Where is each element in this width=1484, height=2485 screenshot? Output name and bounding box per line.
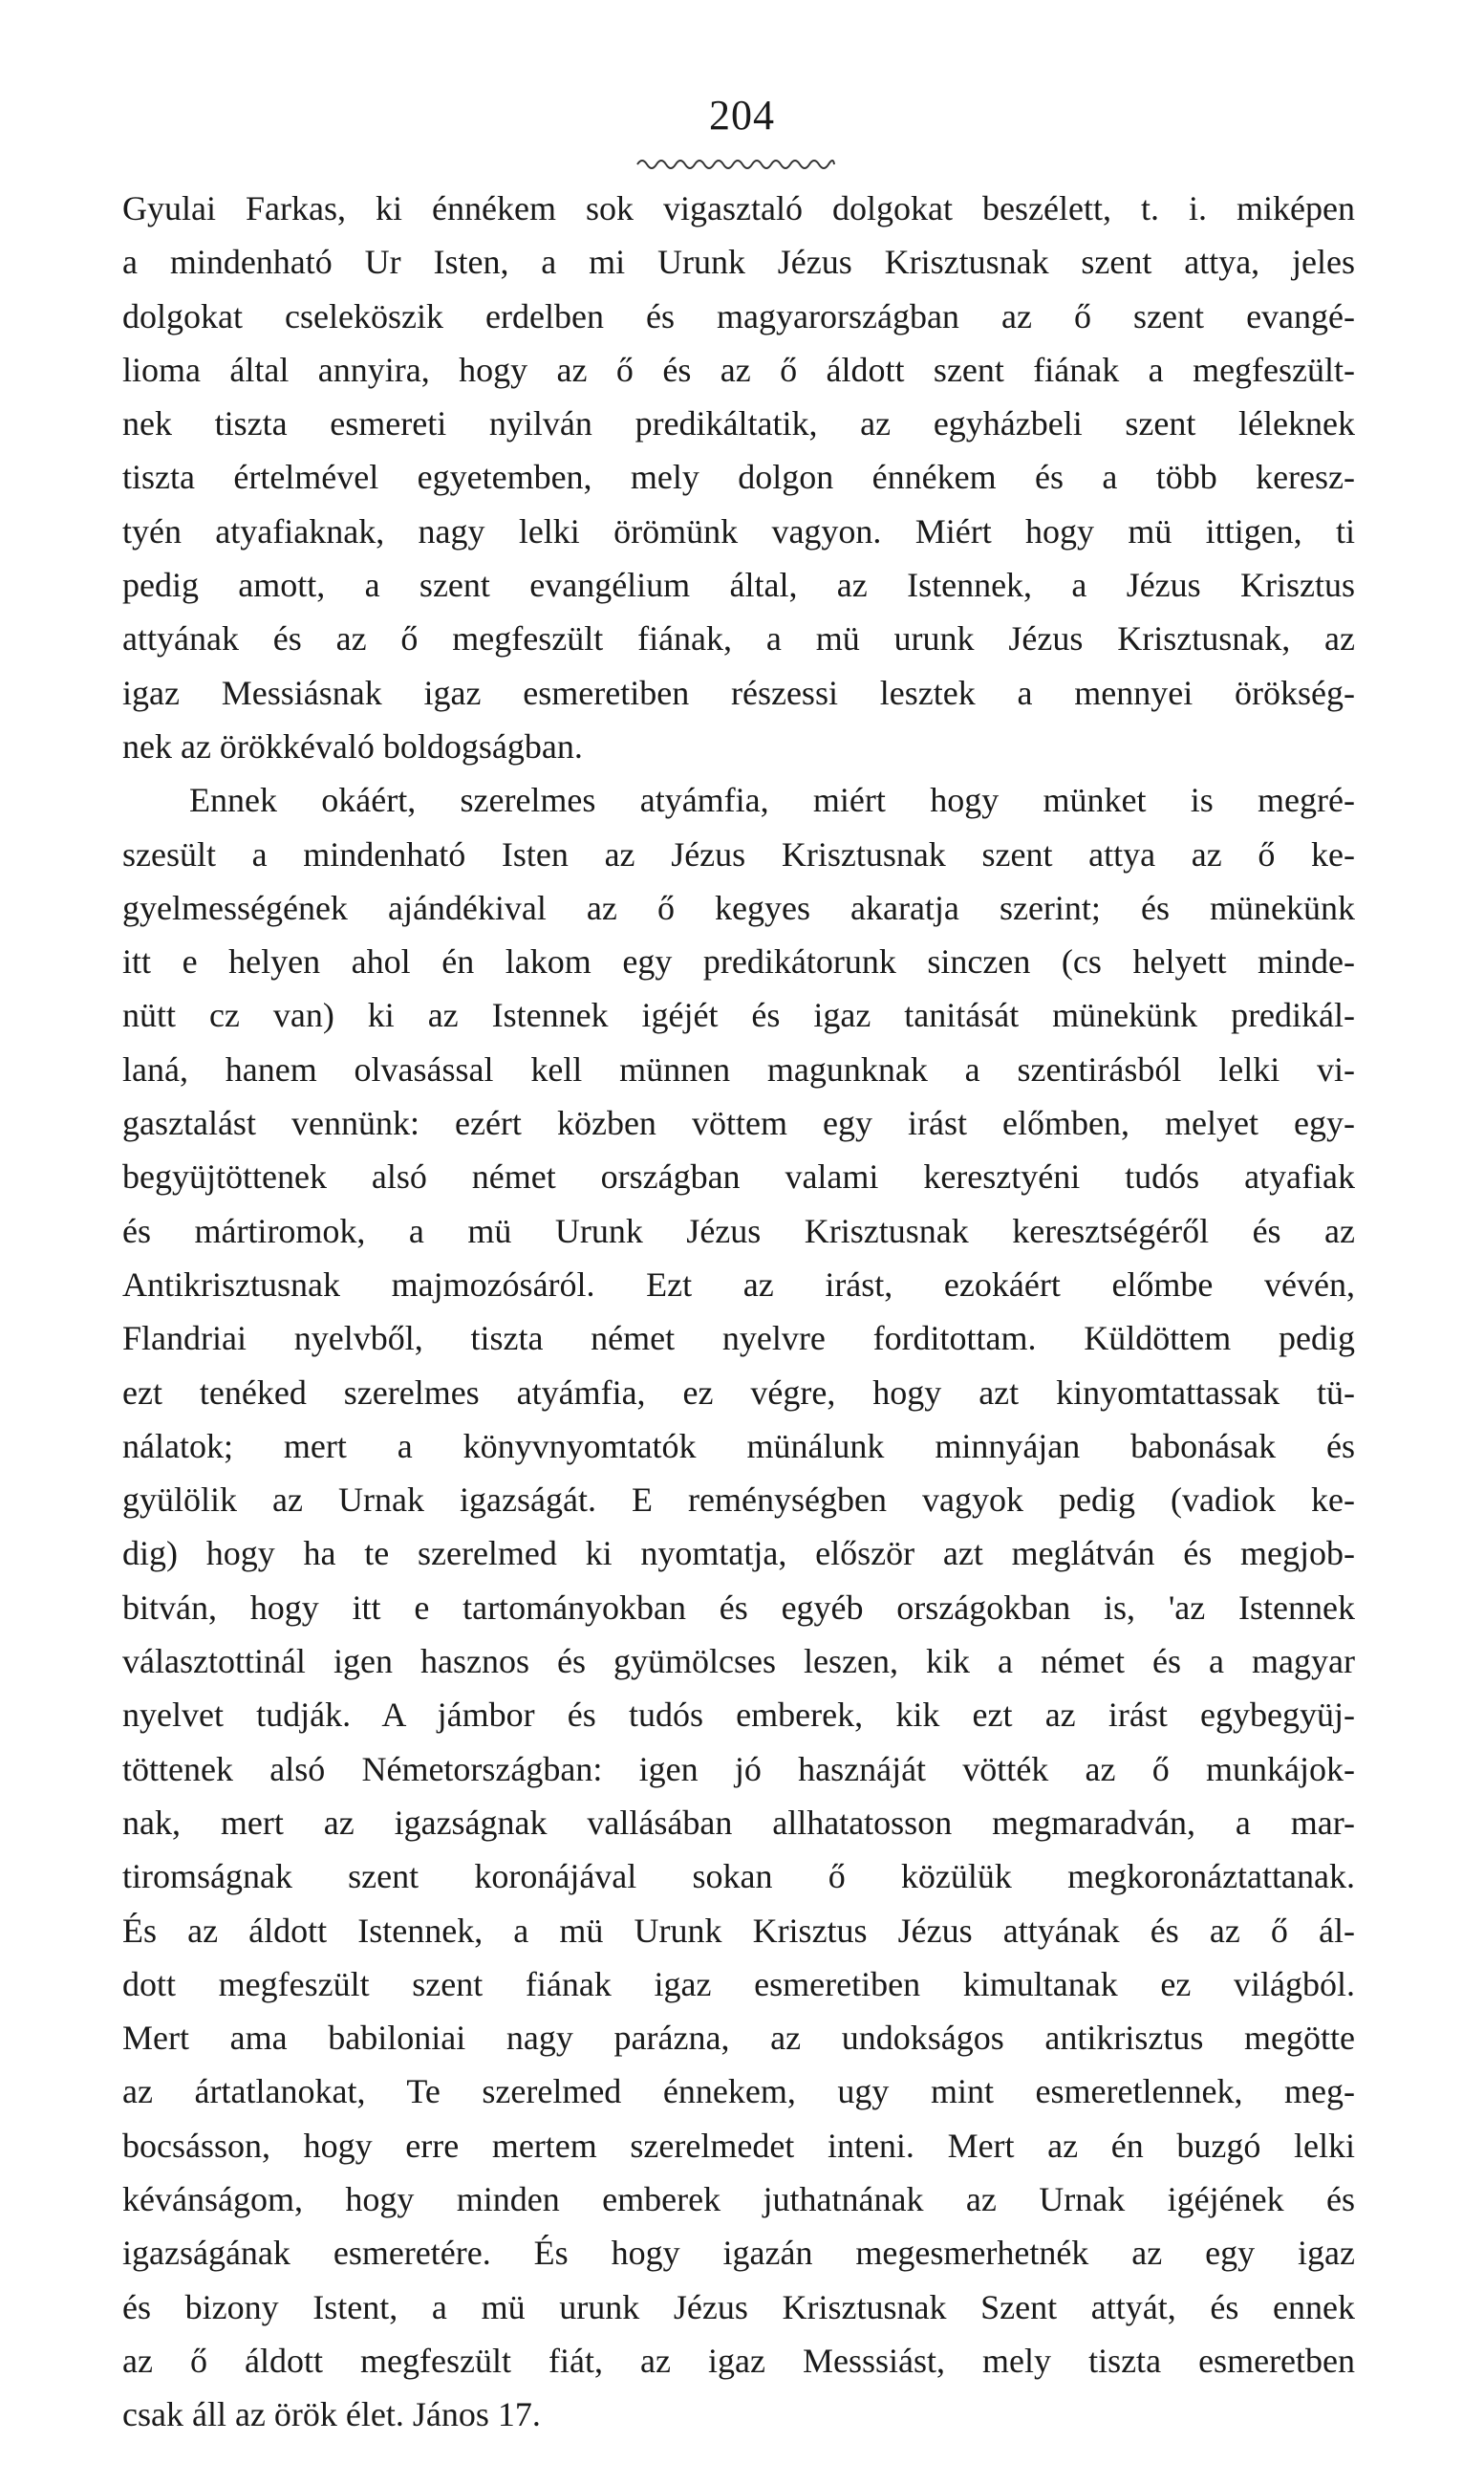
text-line: az ő áldott megfeszült fiát, az igaz Messsiást, mely tiszta esmeretben: [122, 2341, 1355, 2380]
text-line: Flandriai nyelvből, tiszta német nyelvre forditottam. Küldöttem pedig: [122, 1319, 1355, 1358]
page-number: 204: [709, 92, 775, 139]
body-text: [122, 182, 1355, 2441]
text-line: nyelvet tudják. A jámbor és tudós emberek, kik ezt az irást egybegyüj-: [122, 1696, 1355, 1735]
text-line: bitván, hogy itt e tartományokban és egyéb országokban is, 'az Istennek: [122, 1588, 1355, 1627]
text-line: az ártatlanokat, Te szerelmed énnekem, ugy mint esmeretlennek, meg-: [122, 2072, 1355, 2111]
text-line: igaz Messiásnak igaz esmeretiben részessi lesztek a mennyei örökség-: [122, 673, 1355, 712]
text-line: itt e helyen ahol én lakom egy predikátorunk sinczen (cs helyett minde-: [122, 942, 1355, 982]
text-line: választottinál igen hasznos és gyümölcses leszen, kik a német és a magyar: [122, 1642, 1355, 1681]
text-line: attyának és az ő megfeszült fiának, a mü urunk Jézus Krisztusnak, az: [122, 619, 1355, 659]
text-line: dig) hogy ha te szerelmed ki nyomtatja, először azt meglátván és megjob-: [122, 1534, 1355, 1573]
text-line: begyüjtöttenek alsó német országban valami keresztyéni tudós atyafiak: [122, 1157, 1355, 1197]
text-line: Mert ama babiloniai nagy parázna, az undokságos antikrisztus megötte: [122, 2019, 1355, 2058]
text-line: Gyulai Farkas, ki énnékem sok vigasztaló dolgokat beszélett, t. i. miképen: [122, 189, 1355, 227]
text-line: nálatok; mert a könyvnyomtatók münálunk minnyájan babonásak és: [122, 1426, 1355, 1465]
text-line: tyén atyafiaknak, nagy lelki örömünk vagyon. Miért hogy mü ittigen, ti: [122, 511, 1355, 551]
text-line: Antikrisztusnak majmozósáról. Ezt az irást, ezokáért előmbe vévén,: [122, 1264, 1355, 1304]
text-line: lioma által annyira, hogy az ő és az ő áldott szent fiának a megfeszült-: [122, 350, 1355, 389]
text-line: Ennek okáért, szerelmes atyámfia, miért hogy münket is megré-: [189, 781, 1355, 820]
text-line: és bizony Istent, a mü urunk Jézus Krisztusnak Szent attyát, és ennek: [122, 2287, 1355, 2326]
paragraph-2: [122, 773, 1355, 2441]
text-line: kévánságom, hogy minden emberek juthatnának az Urnak igéjének és: [122, 2179, 1355, 2218]
text-line: és mártiromok, a mü Urunk Jézus Krisztusnak keresztségéről és az: [122, 1211, 1355, 1250]
text-line: nütt cz van) ki az Istennek igéjét és igaz tanitását münekünk predikál-: [122, 996, 1355, 1035]
text-line: laná, hanem olvasással kell münnen magunknak a szentirásból lelki vi-: [122, 1049, 1355, 1089]
text-line: gyülölik az Urnak igazságát. E reménységben vagyok pedig (vadiok ke-: [122, 1480, 1355, 1520]
text-line: nek tiszta esmereti nyilván predikáltatik, az egyházbeli szent léleknek: [122, 404, 1355, 443]
text-line: ezt tenéked szerelmes atyámfia, ez végre, hogy azt kinyomtattassak tü-: [122, 1372, 1355, 1412]
text-line: És az áldott Istennek, a mü Urunk Krisztus Jézus attyának és az ő ál-: [122, 1911, 1355, 1950]
paragraph-1: [122, 182, 1355, 773]
text-line: szesült a mindenható Isten az Jézus Krisztusnak szent attya az ő ke-: [122, 834, 1355, 874]
text-line: gasztalást vennünk: ezért közben vöttem egy irást előmben, melyet egy-: [122, 1104, 1355, 1143]
text-line: tiromságnak szent koronájával sokan ő közülük megkoronáztattanak.: [122, 1857, 1355, 1896]
text-line: gyelmességének ajándékival az ő kegyes akaratja szerint; és münekünk: [122, 888, 1355, 927]
text-line: tiszta értelmével egyetemben, mely dolgon énnékem és a több keresz-: [122, 458, 1355, 497]
text-line: bocsásson, hogy erre mertem szerelmedet inteni. Mert az én buzgó lelki: [122, 2126, 1355, 2165]
text-line: nak, mert az igazságnak vallásában allhatatosson megmaradván, a mar-: [122, 1803, 1355, 1842]
text-line: pedig amott, a szent evangélium által, az Istennek, a Jézus Krisztus: [122, 566, 1355, 605]
text-line: töttenek alsó Németországban: igen jó hasznáját vötték az ő munkájok-: [122, 1749, 1355, 1788]
text-line: a mindenható Ur Isten, a mi Urunk Jézus Krisztusnak szent attya, jeles: [122, 243, 1355, 282]
text-line: igazságának esmeretére. És hogy igazán megesmerhetnék az egy igaz: [122, 2234, 1355, 2273]
text-line: nek az örökkévaló boldogságban.: [122, 726, 583, 766]
decorative-wave-ornament: [635, 151, 836, 174]
text-line: dott megfeszült szent fiának igaz esmeretiben kimultanak ez világból.: [122, 1964, 1355, 2003]
text-line: csak áll az örök élet. János 17.: [122, 2395, 541, 2434]
text-line: dolgokat cseleköszik erdelben és magyarországban az ő szent evangé-: [122, 296, 1355, 335]
